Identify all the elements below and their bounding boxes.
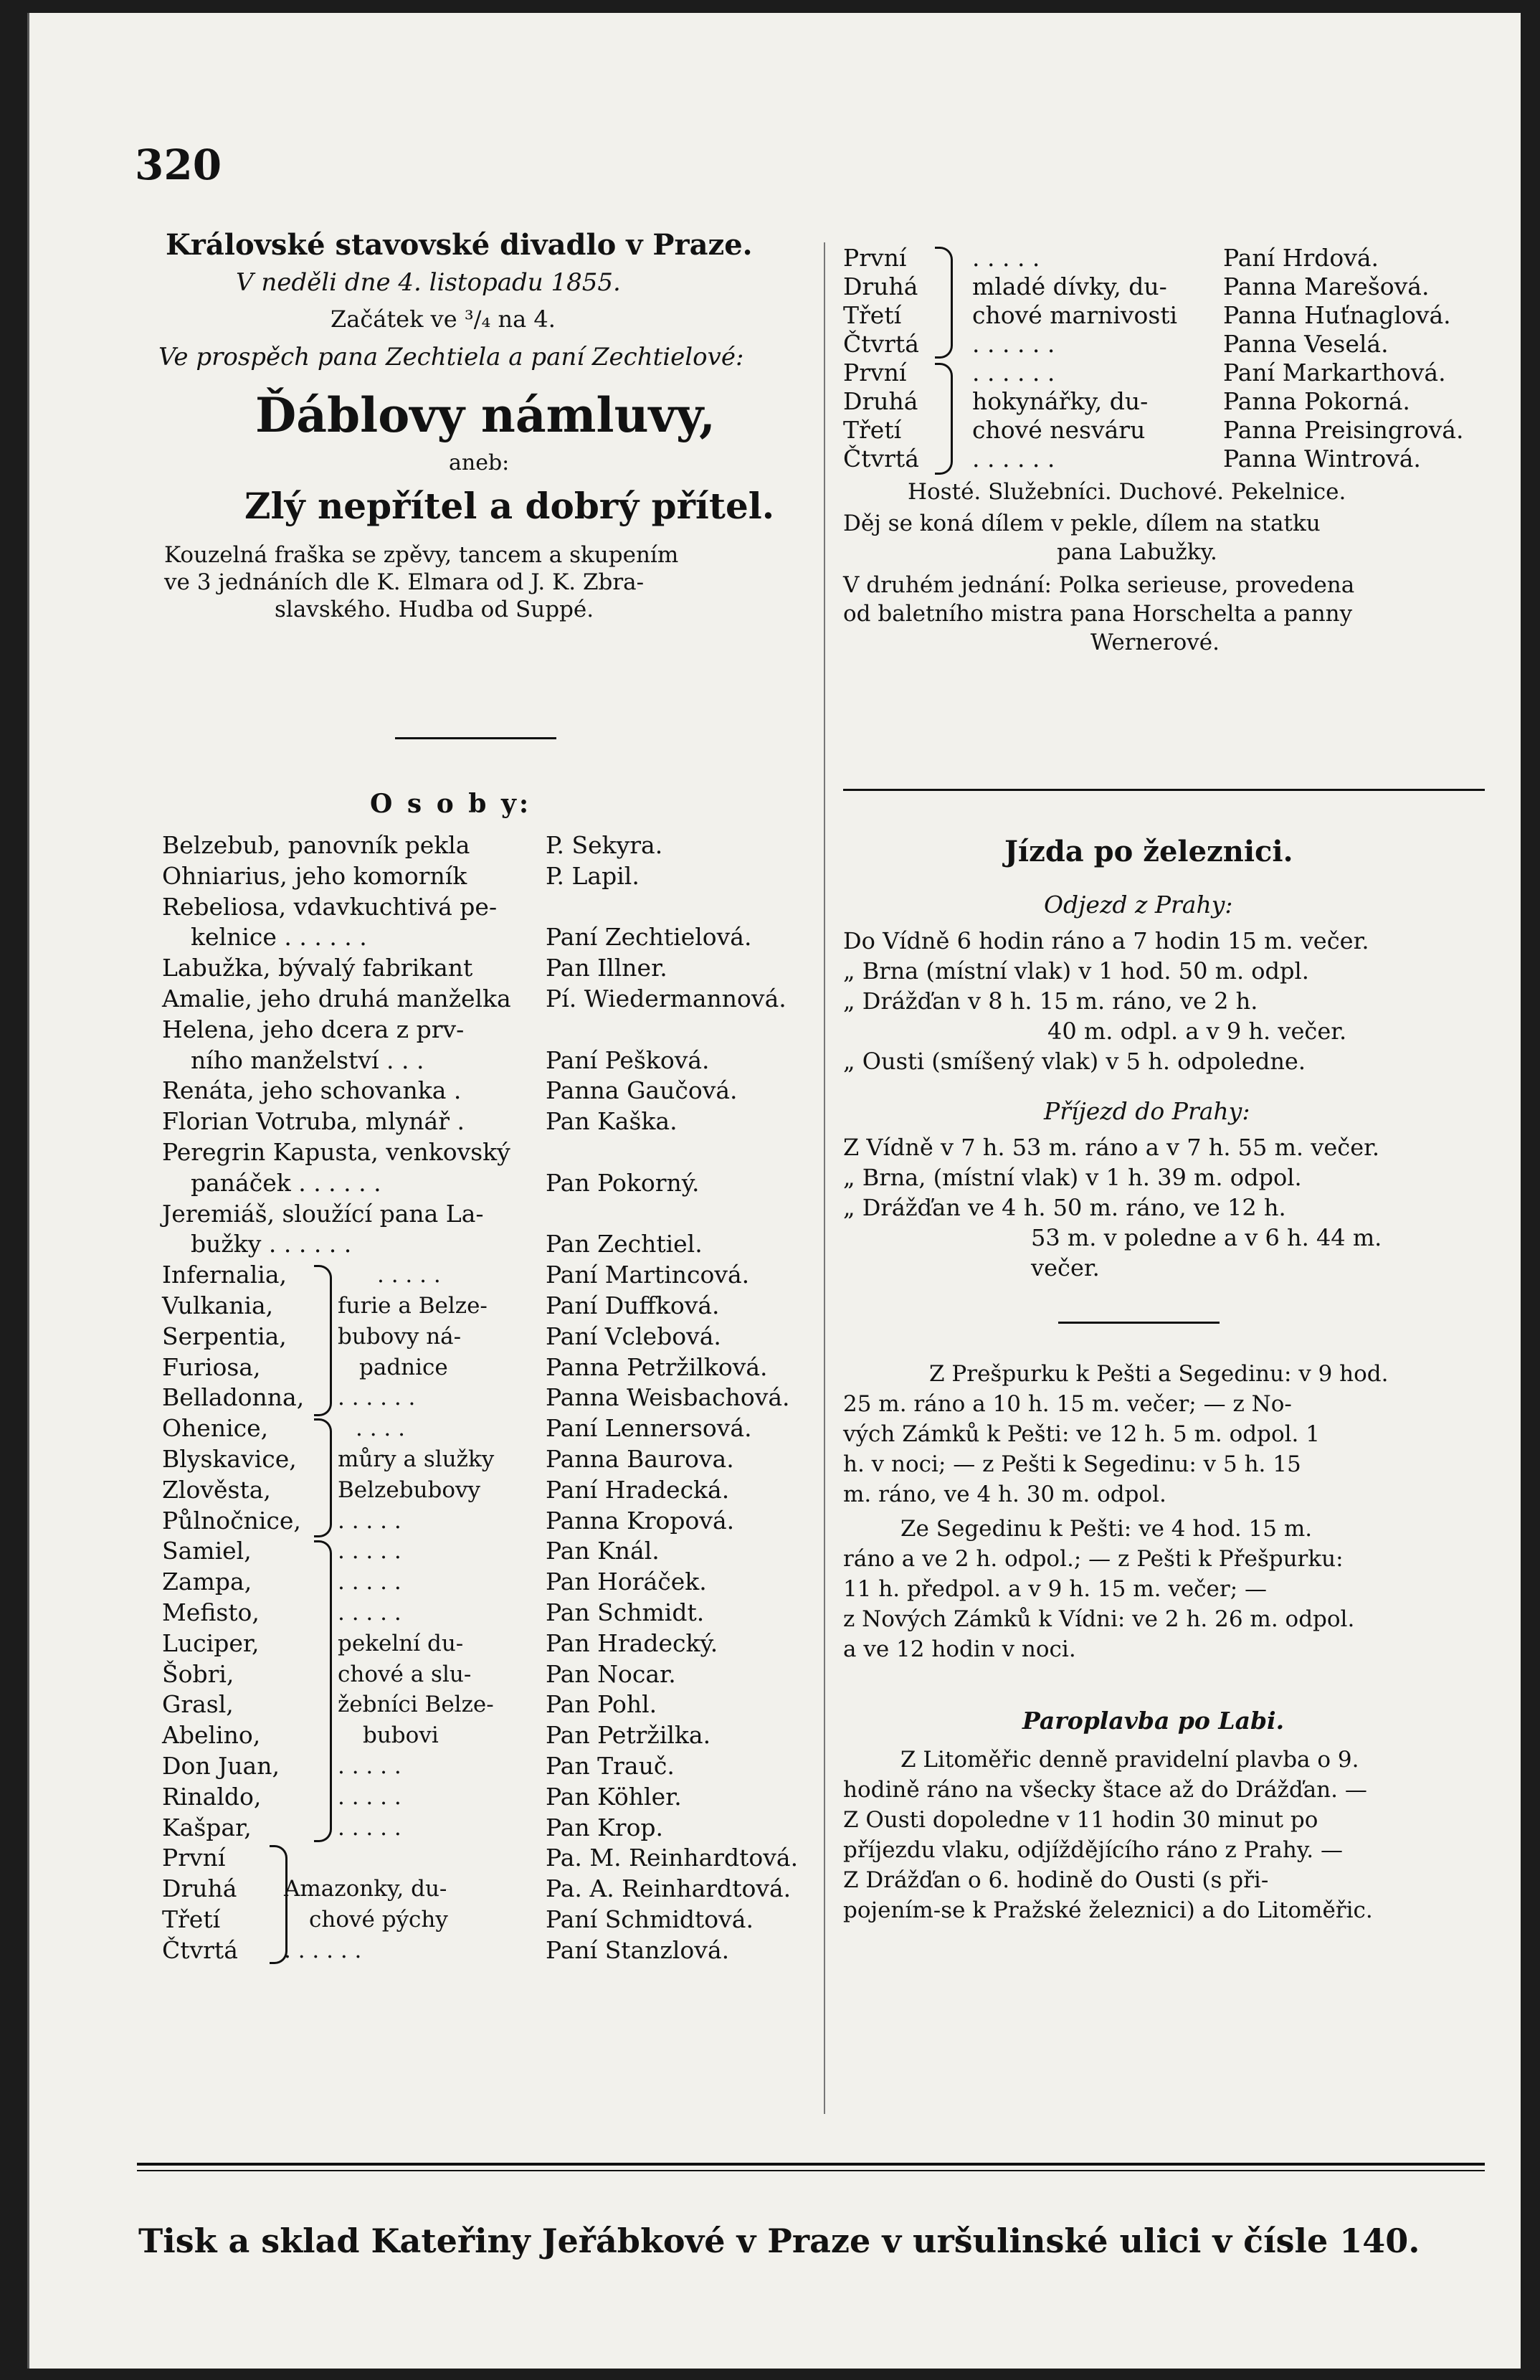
pest-line: z Nových Zámků k Vídni: ve 2 h. 26 m. odpol. — [843, 1606, 1355, 1632]
role-name: Abelino, — [162, 1721, 261, 1750]
printer-footer: Tisk a sklad Kateřiny Jeřábkové v Praze v uršulinské ulici v čísle 140. — [138, 2222, 1420, 2260]
role-name: Třetí — [162, 1905, 221, 1933]
cast-row — [162, 1689, 807, 1720]
role-name: Rinaldo, — [162, 1782, 262, 1811]
role-name: Serpentia, — [162, 1322, 287, 1350]
role-name: Druhá — [162, 1874, 237, 1903]
actor-name: Panna Kropová. — [546, 1506, 735, 1535]
group-note: . . . . . — [338, 1599, 401, 1626]
cast-row — [162, 1199, 807, 1230]
cast-row — [162, 1260, 807, 1291]
actor-name: Pan Nocar. — [546, 1659, 676, 1688]
cast-row — [162, 1628, 807, 1659]
cast-row — [162, 1506, 807, 1537]
pest-line: a ve 12 hodin v noci. — [843, 1636, 1076, 1662]
cast-list — [162, 830, 807, 1966]
group-note: . . . . . — [338, 1507, 401, 1534]
group-note: . . . . . — [972, 244, 1040, 272]
actor-name: Pa. M. Reinhardtová. — [546, 1844, 799, 1872]
role-name: Šobri, — [162, 1659, 234, 1688]
actor-name: Panna Huťnaglová. — [1223, 301, 1451, 329]
role-name: První — [843, 244, 907, 272]
role-name: Rebeliosa, vdavkuchtivá pe- — [162, 892, 498, 921]
actor-name: Panna Gaučová. — [546, 1076, 738, 1105]
pest-line: Z Prešpurku k Pešti a Segedinu: v 9 hod. — [929, 1361, 1389, 1387]
play-subtitle: Zlý nepřítel a dobrý přítel. — [244, 485, 775, 527]
steamer-line: Z Ousti dopoledne v 11 hodin 30 minut po — [843, 1807, 1318, 1833]
actor-name: Pan Petržilka. — [546, 1721, 711, 1750]
steamer-line: pojením-se k Pražské železnici) a do Litoměřic. — [843, 1897, 1373, 1923]
actor-name: Panna Marešová. — [1223, 272, 1430, 300]
pest-line: ráno a ve 2 h. odpol.; — z Pešti k Přešpurku: — [843, 1546, 1344, 1572]
role-name: Blyskavice, — [162, 1444, 297, 1473]
group-brace — [935, 363, 953, 475]
arrival-line: Z Vídně v 7 h. 53 m. ráno a v 7 h. 55 m. večer. — [843, 1134, 1380, 1161]
arrival-line: „ Brna, (místní vlak) v 1 h. 39 m. odpol. — [843, 1164, 1302, 1191]
role-name: Třetí — [843, 301, 902, 329]
page-number: 320 — [135, 141, 222, 189]
actor-name: Paní Markarthová. — [1223, 359, 1446, 387]
arrival-line: „ Drážďan ve 4 h. 50 m. ráno, ve 12 h. — [843, 1194, 1286, 1221]
actor-name: P. Lapil. — [546, 861, 640, 890]
cast-row — [162, 1905, 807, 1935]
role-name: Renáta, jeho schovanka . — [162, 1076, 462, 1105]
role-name: Belladonna, — [162, 1383, 305, 1412]
start-time: Začátek ve ³/₄ na 4. — [331, 305, 556, 333]
steamer-line: Z Litoměřic denně pravidelní plavba o 9. — [900, 1747, 1359, 1773]
steamer-line: Z Drážďan o 6. hodině do Ousti (s při- — [843, 1867, 1269, 1893]
actor-name: Panna Veselá. — [1223, 330, 1389, 358]
date-line: V neděli dne 4. listopadu 1855. — [236, 268, 621, 297]
group-note: . . . . — [356, 1416, 405, 1442]
role-name: Mefisto, — [162, 1598, 260, 1626]
actor-name: Pan Pokorný. — [546, 1168, 700, 1197]
role-name: Zampa, — [162, 1568, 252, 1596]
departure-line: 40 m. odpl. a v 9 h. večer. — [1047, 1018, 1347, 1045]
group-note: . . . . . . — [338, 1385, 416, 1411]
cast-row — [162, 1352, 807, 1383]
cast-row — [162, 1567, 807, 1598]
cast-row — [162, 1046, 807, 1076]
aneb-text: aneb: — [449, 450, 510, 475]
group-note: . . . . . — [377, 1262, 441, 1289]
actor-name: Paní Pešková. — [546, 1046, 710, 1074]
steamer-line: hodině ráno na všecky štace až do Drážďan. — — [843, 1777, 1367, 1803]
role-name: Kašpar, — [162, 1813, 252, 1841]
actor-name: Paní Hradecká. — [546, 1475, 730, 1504]
cast-row — [162, 1137, 807, 1168]
railway-heading: Jízda po železnici. — [1004, 835, 1293, 868]
role-name: Druhá — [843, 387, 918, 415]
departure-line: „ Drážďan v 8 h. 15 m. ráno, ve 2 h. — [843, 987, 1258, 1015]
group-note: Amazonky, du- — [284, 1876, 447, 1902]
departure-line: Do Vídně 6 hodin ráno a 7 hodin 15 m. večer. — [843, 927, 1369, 954]
cast-heading: O s o b y: — [370, 789, 532, 819]
group-note: . . . . . — [338, 1783, 401, 1810]
group-note: furie a Belze- — [338, 1292, 488, 1319]
actor-name: Paní Duffková. — [546, 1291, 720, 1319]
actor-name: Panna Weisbachová. — [546, 1383, 790, 1412]
actor-name: Panna Baurova. — [546, 1444, 734, 1473]
play-title: Ďáblovy námluvy, — [255, 387, 716, 443]
pest-line: h. v noci; — z Pešti k Segedinu: v 5 h. 15 — [843, 1451, 1301, 1477]
actor-name: Paní Schmidtová. — [546, 1905, 754, 1933]
actor-name: Paní Lennersová. — [546, 1414, 752, 1443]
newspaper-page — [27, 13, 1521, 2369]
actor-name: Pan Schmidt. — [546, 1598, 705, 1626]
actor-name: Pan Trauč. — [546, 1751, 675, 1780]
role-name: Čtvrtá — [843, 445, 919, 473]
cast-row — [162, 1813, 807, 1844]
role-name: Peregrin Kapusta, venkovský — [162, 1137, 510, 1166]
cast-row — [162, 1444, 807, 1475]
group-brace — [270, 1845, 287, 1964]
actor-name: Pí. Wiedermannová. — [546, 984, 786, 1013]
pest-line: 25 m. ráno a 10 h. 15 m. večer; — z No- — [843, 1391, 1292, 1417]
cast-row — [162, 1015, 807, 1046]
description-line: slavského. Hudba od Suppé. — [275, 597, 594, 622]
role-name: Samiel, — [162, 1537, 252, 1565]
role-name: Vulkania, — [162, 1291, 274, 1319]
role-name: Luciper, — [162, 1628, 260, 1657]
actor-name: Paní Zechtielová. — [546, 923, 752, 952]
cast-row — [162, 1229, 807, 1260]
group-note: chové pýchy — [309, 1906, 448, 1933]
group-brace — [314, 1540, 332, 1842]
role-name: První — [843, 359, 907, 387]
pest-line: vých Zámků k Pešti: ve 12 h. 5 m. odpol. 1 — [843, 1421, 1320, 1447]
short-divider — [395, 737, 556, 739]
group-brace — [935, 247, 953, 359]
role-name: ního manželství . . . — [191, 1046, 424, 1074]
cast-row — [162, 1322, 807, 1352]
cast-row — [162, 1598, 807, 1628]
setting-line: Děj se koná dílem v pekle, dílem na statku — [843, 511, 1321, 536]
role-name: Jeremiáš, sloužící pana La- — [162, 1199, 484, 1228]
group-note: . . . . . — [338, 1753, 401, 1779]
ballet-line: od baletního mistra pana Horschelta a panny — [843, 601, 1353, 627]
arrival-line: 53 m. v poledne a v 6 h. 44 m. — [1031, 1224, 1382, 1251]
short-divider — [1058, 1322, 1220, 1324]
actor-name: Paní Hrdová. — [1223, 244, 1379, 272]
actor-name: Panna Wintrová. — [1223, 445, 1421, 473]
actor-name: Pan Knál. — [546, 1537, 660, 1565]
role-name: Labužka, bývalý fabrikant — [162, 954, 473, 982]
cast-row — [162, 1413, 807, 1444]
cast-row — [162, 1291, 807, 1322]
actor-name: Pan Kaška. — [546, 1107, 678, 1136]
role-name: panáček . . . . . . — [191, 1168, 381, 1197]
actor-name: Pan Krop. — [546, 1813, 664, 1841]
actor-name: Pan Zechtiel. — [546, 1230, 703, 1258]
departure-line: „ Ousti (smíšený vlak) v 5 h. odpoledne. — [843, 1048, 1306, 1075]
cast-row — [162, 1076, 807, 1106]
description-line: Kouzelná fraška se zpěvy, tancem a skupením — [164, 542, 679, 568]
group-note: mladé dívky, du- — [972, 272, 1167, 300]
actor-name: Pa. A. Reinhardtová. — [546, 1874, 792, 1903]
actor-name: Paní Stanzlová. — [546, 1935, 730, 1964]
cast-row — [162, 1168, 807, 1199]
group-note: . . . . . — [338, 1814, 401, 1841]
cast-row — [162, 1106, 807, 1137]
ballet-line: Wernerové. — [1090, 630, 1220, 655]
group-note: . . . . . . — [972, 445, 1055, 473]
role-name: První — [162, 1844, 226, 1872]
actor-name: Pan Pohl. — [546, 1690, 657, 1719]
role-name: Grasl, — [162, 1690, 234, 1719]
cast-row — [162, 1935, 807, 1966]
role-name: Furiosa, — [162, 1352, 261, 1381]
footer-rule — [137, 2163, 1485, 2166]
extras-line: Hosté. Služebníci. Duchové. Pekelnice. — [908, 479, 1346, 505]
role-name: Druhá — [843, 272, 918, 300]
cast-row — [162, 1720, 807, 1751]
cast-row — [162, 922, 807, 953]
group-note: hokynářky, du- — [972, 387, 1149, 415]
role-name: Helena, jeho dcera z prv- — [162, 1015, 465, 1043]
actor-name: P. Sekyra. — [546, 831, 663, 859]
group-note: žebníci Belze- — [338, 1692, 494, 1718]
cast-row — [162, 984, 807, 1015]
group-note: Belzebubovy — [338, 1476, 481, 1503]
pest-line: 11 h. předpol. a v 9 h. 15 m. večer; — — [843, 1576, 1267, 1602]
cast-row — [162, 1782, 807, 1813]
cast-row — [162, 861, 807, 892]
actor-name: Pan Köhler. — [546, 1782, 682, 1811]
group-note: . . . . . — [338, 1538, 401, 1565]
cast-row — [162, 1874, 807, 1905]
role-name: Zlověsta, — [162, 1475, 271, 1504]
group-note: bubovy ná- — [338, 1323, 462, 1350]
ballet-line: V druhém jednání: Polka serieuse, provedena — [843, 572, 1355, 598]
group-note: pekelní du- — [338, 1630, 464, 1656]
departure-heading: Odjezd z Prahy: — [1044, 891, 1233, 919]
description-line: ve 3 jednáních dle K. Elmara od J. K. Zbra- — [164, 569, 645, 595]
column-divider — [824, 242, 825, 2114]
group-note: . . . . . — [338, 1569, 401, 1596]
group-note: padnice — [359, 1354, 448, 1380]
cast-row — [162, 1536, 807, 1567]
actor-name: Pan Horáček. — [546, 1568, 707, 1596]
group-note: chové a slu- — [338, 1661, 472, 1687]
footer-rule — [137, 2170, 1485, 2171]
group-note: můry a služky — [338, 1446, 495, 1472]
group-brace — [314, 1265, 332, 1416]
role-name: Půlnočnice, — [162, 1506, 301, 1535]
section-divider — [843, 789, 1485, 791]
role-name: Infernalia, — [162, 1261, 287, 1289]
cast-row — [162, 1843, 807, 1874]
actor-name: Pan Hradecký. — [546, 1628, 718, 1657]
steamer-line: příjezdu vlaku, odjíždějícího ráno z Prahy. — — [843, 1837, 1343, 1863]
theatre-name: Královské stavovské divadlo v Praze. — [166, 228, 753, 262]
group-note: . . . . . . — [284, 1937, 362, 1963]
group-brace — [314, 1418, 332, 1537]
actor-name: Panna Pokorná. — [1223, 387, 1410, 415]
benefit-line: Ve prospěch pana Zechtiela a paní Zechtielové: — [158, 343, 744, 371]
group-note: . . . . . . — [972, 330, 1055, 358]
role-name: Amalie, jeho druhá manželka — [162, 984, 511, 1013]
actor-name: Paní Martincová. — [546, 1261, 750, 1289]
pest-line: Ze Segedinu k Pešti: ve 4 hod. 15 m. — [900, 1516, 1313, 1542]
setting-line: pana Labužky. — [1057, 539, 1217, 565]
role-name: Don Juan, — [162, 1751, 280, 1780]
pest-line: m. ráno, ve 4 h. 30 m. odpol. — [843, 1481, 1166, 1507]
role-name: kelnice . . . . . . — [191, 923, 367, 952]
actor-name: Paní Vclebová. — [546, 1322, 721, 1350]
arrival-heading: Příjezd do Prahy: — [1044, 1097, 1250, 1125]
role-name: Belzebub, panovník pekla — [162, 831, 470, 859]
role-name: Čtvrtá — [162, 1935, 238, 1964]
role-name: Florian Votruba, mlynář . — [162, 1107, 465, 1136]
right-cast-list — [843, 244, 1488, 473]
cast-row — [162, 953, 807, 984]
departure-line: „ Brna (místní vlak) v 1 hod. 50 m. odpl. — [843, 957, 1309, 985]
role-name: Ohenice, — [162, 1414, 269, 1443]
cast-row — [162, 1475, 807, 1506]
actor-name: Pan Illner. — [546, 954, 667, 982]
arrival-line: večer. — [1031, 1254, 1100, 1281]
group-note: . . . . . . — [972, 359, 1055, 387]
cast-row — [162, 1751, 807, 1782]
actor-name: Panna Preisingrová. — [1223, 416, 1464, 444]
role-name: Ohniarius, jeho komorník — [162, 861, 467, 890]
role-name: Čtvrtá — [843, 330, 919, 358]
cast-row — [162, 892, 807, 923]
group-note: bubovi — [363, 1722, 439, 1749]
group-note: chové marnivosti — [972, 301, 1178, 329]
cast-row — [162, 1383, 807, 1413]
actor-name: Panna Petržilková. — [546, 1352, 768, 1381]
cast-row — [162, 1659, 807, 1690]
group-note: chové nesváru — [972, 416, 1146, 444]
role-name: bužky . . . . . . — [191, 1230, 352, 1258]
steamer-heading: Paroplavba po Labi. — [1022, 1707, 1285, 1735]
role-name: Třetí — [843, 416, 902, 444]
cast-row — [162, 830, 807, 861]
